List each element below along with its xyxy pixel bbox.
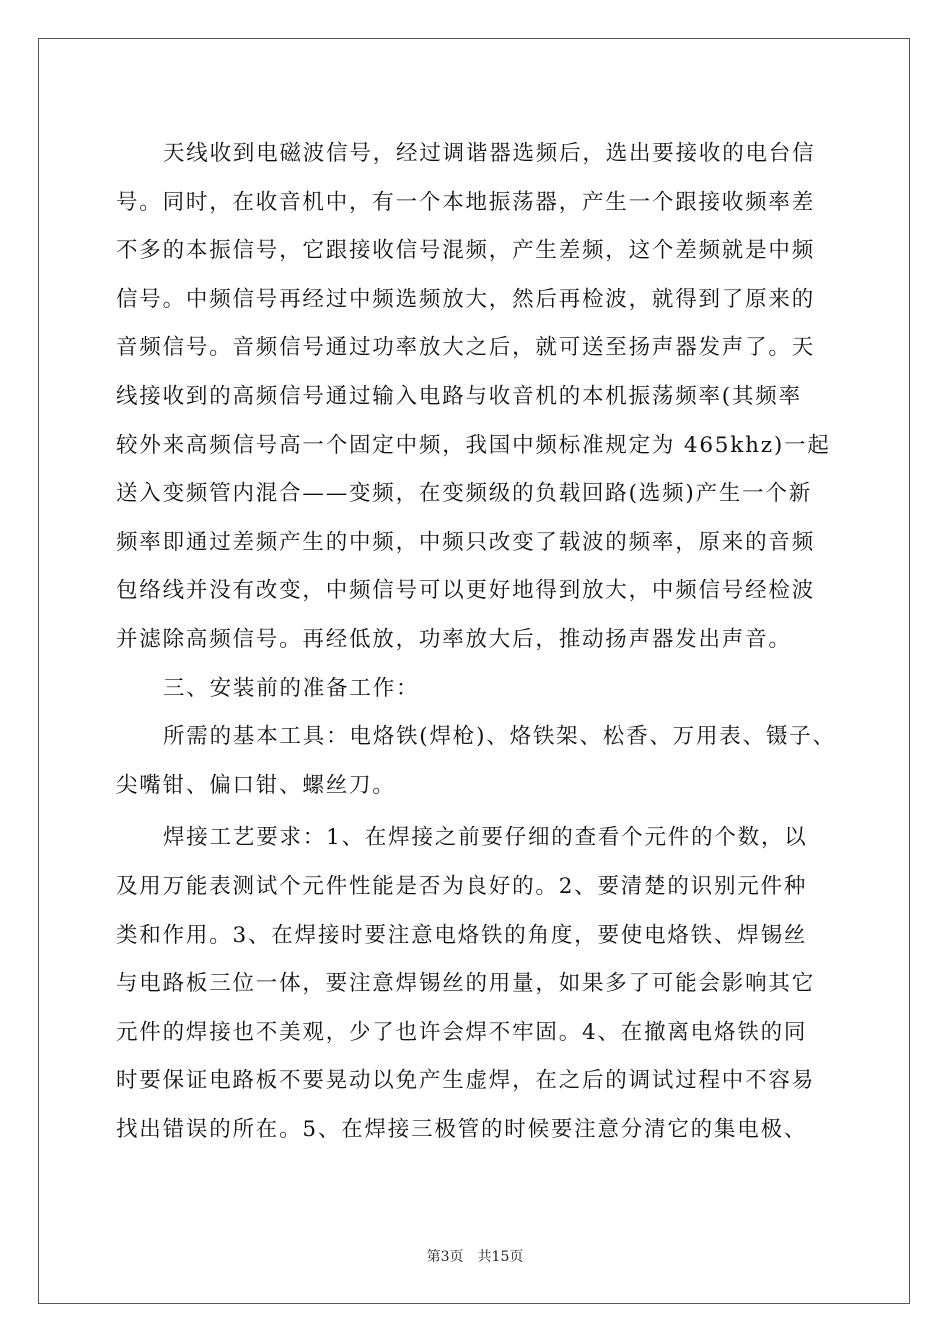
text-line: 及用万能表测试个元件性能是否为良好的。2、要清楚的识别元件种 <box>116 873 808 899</box>
text-line: 送入变频管内混合——变频，在变频级的负载回路(选频)产生一个新 <box>116 481 813 507</box>
text-line: 音频信号。音频信号通过功率放大之后，就可送至扬声器发声了。天 <box>116 335 816 361</box>
text-line: 与电路板三位一体，要注意焊锡丝的用量，如果多了可能会影响其它 <box>116 971 816 997</box>
text-line: 信号。中频信号再经过中频选频放大，然后再检波，就得到了原来的 <box>116 286 816 312</box>
text-line: 元件的焊接也不美观，少了也许会焊不牢固。4、在撤离电烙铁的同 <box>116 1019 808 1045</box>
text-line: 尖嘴钳、偏口钳、螺丝刀。 <box>116 772 396 798</box>
page-number: 第3页 <box>426 1249 464 1265</box>
text-line: 天线收到电磁波信号，经过调谐器选频后，选出要接收的电台信 <box>163 141 816 166</box>
document-body <box>116 130 836 1154</box>
text-line: 频率即通过差频产生的中频，中频只改变了载波的频率，原来的音频 <box>116 529 816 555</box>
text-line: 时要保证电路板不要晃动以免产生虚焊，在之后的调试过程中不容易 <box>116 1068 816 1094</box>
text-line: 不多的本振信号，它跟接收信号混频，产生差频，这个差频就是中频 <box>116 238 816 264</box>
text-line: 找出错误的所在。5、在焊接三极管的时候要注意分清它的集电极、 <box>116 1116 808 1142</box>
text-line: 包络线并没有改变，中频信号可以更好地得到放大，中频信号经检波 <box>116 578 816 604</box>
text-line: 焊接工艺要求：1、在焊接之前要仔细的查看个元件的个数，以 <box>163 825 808 851</box>
text-line: 号。同时，在收音机中，有一个本地振荡器，产生一个跟接收频率差 <box>116 189 816 215</box>
page-total: 共15页 <box>477 1249 524 1265</box>
text-line: 较外来高频信号高一个固定中频，我国中频标准规定为 465khz)一起 <box>116 432 831 458</box>
page-footer <box>0 1246 950 1266</box>
text-line: 所需的基本工具：电烙铁(焊枪)、烙铁架、松香、万用表、镊子、 <box>163 724 836 750</box>
text-line: 并滤除高频信号。再经低放，功率放大后，推动扬声器发出声音。 <box>116 626 792 652</box>
section-heading: 三、安装前的准备工作： <box>163 675 420 701</box>
text-line: 类和作用。3、在焊接时要注意电烙铁的角度，要使电烙铁、焊锡丝 <box>116 922 808 948</box>
text-line: 线接收到的高频信号通过输入电路与收音机的本机振荡频率(其频率 <box>116 383 802 409</box>
